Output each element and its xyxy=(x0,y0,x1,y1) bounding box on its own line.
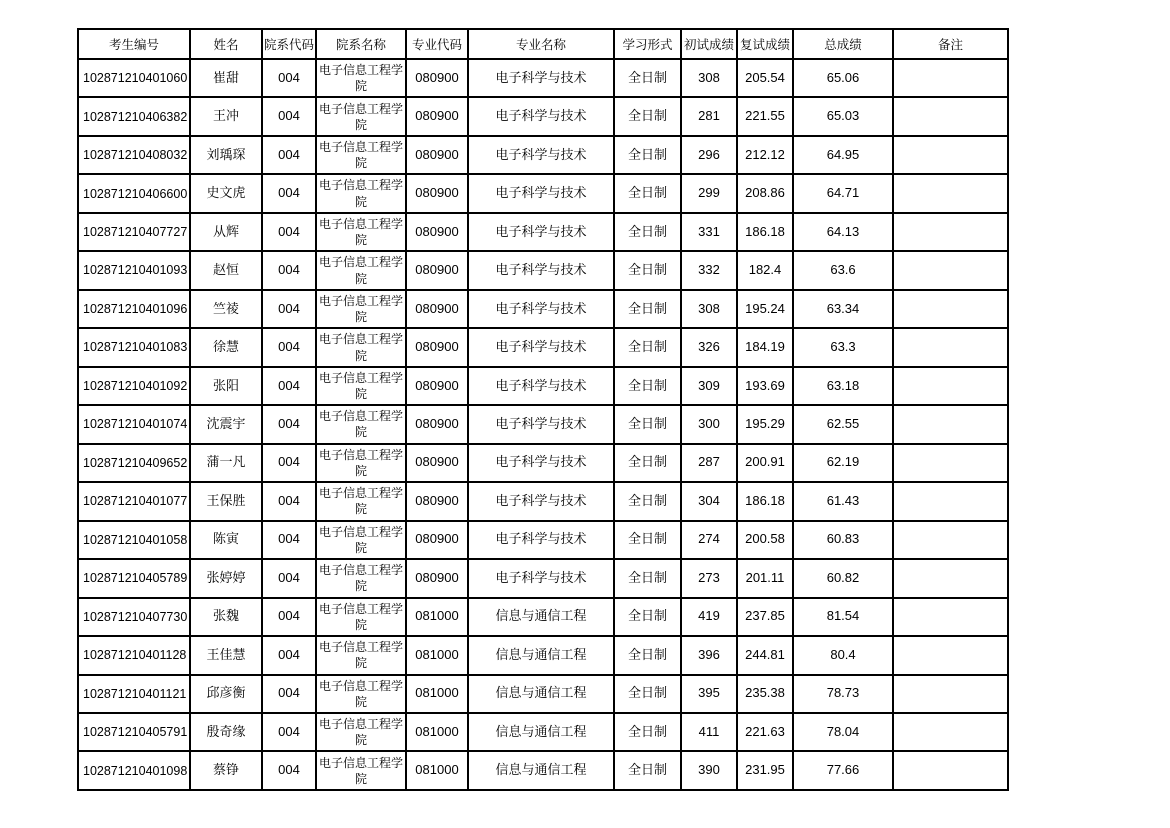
column-header-initial-score: 初试成绩 xyxy=(681,29,737,59)
table-cell-dept-name: 电子信息工程学院 xyxy=(316,521,406,559)
table-cell-study-form: 全日制 xyxy=(614,97,681,135)
table-cell-remarks xyxy=(893,136,1008,174)
table-cell-total-score: 61.43 xyxy=(793,482,893,520)
table-cell-remarks xyxy=(893,482,1008,520)
table-cell-name: 沈震宇 xyxy=(190,405,262,443)
table-cell-candidate-id: 102871210401058 xyxy=(78,521,190,559)
table-cell-major-name: 电子科学与技术 xyxy=(468,482,614,520)
table-cell-remarks xyxy=(893,405,1008,443)
table-cell-candidate-id: 102871210401128 xyxy=(78,636,190,674)
table-cell-total-score: 64.71 xyxy=(793,174,893,212)
table-cell-dept-name: 电子信息工程学院 xyxy=(316,636,406,674)
table-cell-major-code: 080900 xyxy=(406,251,468,289)
spreadsheet-page xyxy=(77,28,1009,791)
table-cell-dept-name: 电子信息工程学院 xyxy=(316,290,406,328)
table-cell-dept-code: 004 xyxy=(262,598,316,636)
table-cell-major-code: 081000 xyxy=(406,675,468,713)
table-cell-total-score: 81.54 xyxy=(793,598,893,636)
table-cell-study-form: 全日制 xyxy=(614,136,681,174)
table-cell-dept-name: 电子信息工程学院 xyxy=(316,136,406,174)
table-cell-name: 邱彦衡 xyxy=(190,675,262,713)
table-row xyxy=(78,559,1008,597)
table-cell-initial-score: 273 xyxy=(681,559,737,597)
table-cell-major-name: 电子科学与技术 xyxy=(468,251,614,289)
table-cell-dept-code: 004 xyxy=(262,405,316,443)
table-cell-dept-code: 004 xyxy=(262,559,316,597)
table-cell-study-form: 全日制 xyxy=(614,559,681,597)
table-cell-total-score: 80.4 xyxy=(793,636,893,674)
table-cell-candidate-id: 102871210407730 xyxy=(78,598,190,636)
table-cell-name: 蒲一凡 xyxy=(190,444,262,482)
table-cell-major-name: 电子科学与技术 xyxy=(468,59,614,97)
table-cell-total-score: 64.13 xyxy=(793,213,893,251)
table-row xyxy=(78,713,1008,751)
table-cell-study-form: 全日制 xyxy=(614,636,681,674)
table-row xyxy=(78,598,1008,636)
table-cell-dept-code: 004 xyxy=(262,290,316,328)
table-cell-major-code: 081000 xyxy=(406,598,468,636)
table-cell-study-form: 全日制 xyxy=(614,521,681,559)
table-cell-dept-name: 电子信息工程学院 xyxy=(316,328,406,366)
table-cell-study-form: 全日制 xyxy=(614,174,681,212)
table-cell-dept-name: 电子信息工程学院 xyxy=(316,598,406,636)
table-cell-name: 张魏 xyxy=(190,598,262,636)
table-row xyxy=(78,97,1008,135)
table-row xyxy=(78,136,1008,174)
table-cell-major-code: 080900 xyxy=(406,559,468,597)
table-cell-dept-name: 电子信息工程学院 xyxy=(316,713,406,751)
table-cell-remarks xyxy=(893,174,1008,212)
table-row xyxy=(78,405,1008,443)
table-cell-candidate-id: 102871210408032 xyxy=(78,136,190,174)
table-row xyxy=(78,367,1008,405)
column-header-major-name: 专业名称 xyxy=(468,29,614,59)
table-cell-major-name: 电子科学与技术 xyxy=(468,97,614,135)
table-cell-study-form: 全日制 xyxy=(614,675,681,713)
table-cell-initial-score: 300 xyxy=(681,405,737,443)
table-cell-retest-score: 212.12 xyxy=(737,136,793,174)
table-cell-major-name: 电子科学与技术 xyxy=(468,290,614,328)
table-cell-dept-code: 004 xyxy=(262,251,316,289)
table-row xyxy=(78,675,1008,713)
table-cell-total-score: 60.82 xyxy=(793,559,893,597)
table-cell-major-name: 电子科学与技术 xyxy=(468,213,614,251)
table-cell-name: 刘瑀琛 xyxy=(190,136,262,174)
table-cell-initial-score: 304 xyxy=(681,482,737,520)
table-cell-study-form: 全日制 xyxy=(614,405,681,443)
table-cell-name: 蔡铮 xyxy=(190,751,262,790)
table-cell-name: 王佳慧 xyxy=(190,636,262,674)
table-cell-candidate-id: 102871210401121 xyxy=(78,675,190,713)
table-cell-initial-score: 411 xyxy=(681,713,737,751)
table-cell-major-name: 电子科学与技术 xyxy=(468,444,614,482)
table-cell-dept-name: 电子信息工程学院 xyxy=(316,59,406,97)
table-row xyxy=(78,636,1008,674)
column-header-study-form: 学习形式 xyxy=(614,29,681,59)
table-cell-total-score: 65.03 xyxy=(793,97,893,135)
table-cell-candidate-id: 102871210401077 xyxy=(78,482,190,520)
table-cell-major-name: 信息与通信工程 xyxy=(468,751,614,790)
table-cell-initial-score: 395 xyxy=(681,675,737,713)
table-cell-major-code: 081000 xyxy=(406,713,468,751)
table-cell-major-name: 信息与通信工程 xyxy=(468,636,614,674)
table-cell-candidate-id: 102871210409652 xyxy=(78,444,190,482)
table-cell-name: 史文虎 xyxy=(190,174,262,212)
table-cell-study-form: 全日制 xyxy=(614,59,681,97)
table-cell-name: 赵恒 xyxy=(190,251,262,289)
table-cell-remarks xyxy=(893,97,1008,135)
table-cell-major-name: 电子科学与技术 xyxy=(468,328,614,366)
table-cell-initial-score: 287 xyxy=(681,444,737,482)
table-cell-total-score: 63.3 xyxy=(793,328,893,366)
table-cell-dept-code: 004 xyxy=(262,675,316,713)
table-row xyxy=(78,328,1008,366)
table-cell-retest-score: 200.91 xyxy=(737,444,793,482)
table-cell-total-score: 78.73 xyxy=(793,675,893,713)
admission-results-table xyxy=(77,28,1009,791)
table-cell-initial-score: 396 xyxy=(681,636,737,674)
table-cell-major-code: 081000 xyxy=(406,751,468,790)
table-cell-study-form: 全日制 xyxy=(614,213,681,251)
table-cell-total-score: 62.19 xyxy=(793,444,893,482)
table-cell-study-form: 全日制 xyxy=(614,598,681,636)
table-cell-retest-score: 201.11 xyxy=(737,559,793,597)
table-cell-retest-score: 231.95 xyxy=(737,751,793,790)
table-cell-major-code: 080900 xyxy=(406,444,468,482)
table-cell-name: 崔甜 xyxy=(190,59,262,97)
table-cell-dept-code: 004 xyxy=(262,482,316,520)
table-cell-total-score: 63.6 xyxy=(793,251,893,289)
table-cell-initial-score: 309 xyxy=(681,367,737,405)
table-cell-dept-name: 电子信息工程学院 xyxy=(316,174,406,212)
table-cell-remarks xyxy=(893,444,1008,482)
table-cell-candidate-id: 102871210406382 xyxy=(78,97,190,135)
table-row xyxy=(78,213,1008,251)
table-cell-study-form: 全日制 xyxy=(614,328,681,366)
column-header-major-code: 专业代码 xyxy=(406,29,468,59)
table-cell-total-score: 60.83 xyxy=(793,521,893,559)
table-cell-total-score: 64.95 xyxy=(793,136,893,174)
table-cell-dept-code: 004 xyxy=(262,636,316,674)
table-cell-remarks xyxy=(893,521,1008,559)
table-cell-major-name: 电子科学与技术 xyxy=(468,174,614,212)
table-cell-dept-code: 004 xyxy=(262,97,316,135)
table-cell-candidate-id: 102871210401083 xyxy=(78,328,190,366)
table-cell-candidate-id: 102871210401096 xyxy=(78,290,190,328)
table-row xyxy=(78,444,1008,482)
table-row xyxy=(78,174,1008,212)
table-cell-retest-score: 186.18 xyxy=(737,213,793,251)
table-cell-major-code: 080900 xyxy=(406,367,468,405)
table-cell-candidate-id: 102871210401092 xyxy=(78,367,190,405)
table-body xyxy=(78,59,1008,790)
table-cell-remarks xyxy=(893,213,1008,251)
table-cell-initial-score: 299 xyxy=(681,174,737,212)
table-cell-major-code: 080900 xyxy=(406,136,468,174)
table-cell-initial-score: 332 xyxy=(681,251,737,289)
table-cell-retest-score: 221.55 xyxy=(737,97,793,135)
table-cell-dept-name: 电子信息工程学院 xyxy=(316,444,406,482)
table-cell-remarks xyxy=(893,713,1008,751)
table-cell-dept-code: 004 xyxy=(262,174,316,212)
table-cell-candidate-id: 102871210401074 xyxy=(78,405,190,443)
table-cell-retest-score: 193.69 xyxy=(737,367,793,405)
table-cell-major-name: 电子科学与技术 xyxy=(468,405,614,443)
table-cell-dept-name: 电子信息工程学院 xyxy=(316,97,406,135)
table-cell-total-score: 63.34 xyxy=(793,290,893,328)
table-cell-name: 殷奇缘 xyxy=(190,713,262,751)
table-cell-initial-score: 390 xyxy=(681,751,737,790)
table-cell-remarks xyxy=(893,328,1008,366)
table-cell-retest-score: 195.24 xyxy=(737,290,793,328)
table-row xyxy=(78,59,1008,97)
table-cell-initial-score: 274 xyxy=(681,521,737,559)
table-cell-total-score: 78.04 xyxy=(793,713,893,751)
table-cell-remarks xyxy=(893,290,1008,328)
table-cell-dept-code: 004 xyxy=(262,59,316,97)
table-cell-initial-score: 281 xyxy=(681,97,737,135)
table-cell-dept-code: 004 xyxy=(262,136,316,174)
table-cell-initial-score: 326 xyxy=(681,328,737,366)
table-cell-dept-name: 电子信息工程学院 xyxy=(316,675,406,713)
table-cell-total-score: 63.18 xyxy=(793,367,893,405)
column-header-candidate-id: 考生编号 xyxy=(78,29,190,59)
column-header-dept-name: 院系名称 xyxy=(316,29,406,59)
table-cell-remarks xyxy=(893,367,1008,405)
table-cell-major-code: 080900 xyxy=(406,97,468,135)
column-header-remarks: 备注 xyxy=(893,29,1008,59)
table-cell-major-name: 信息与通信工程 xyxy=(468,713,614,751)
table-cell-dept-code: 004 xyxy=(262,751,316,790)
table-cell-major-code: 080900 xyxy=(406,59,468,97)
table-row xyxy=(78,751,1008,790)
table-cell-major-code: 080900 xyxy=(406,521,468,559)
table-cell-major-code: 080900 xyxy=(406,174,468,212)
table-cell-study-form: 全日制 xyxy=(614,482,681,520)
table-cell-dept-code: 004 xyxy=(262,713,316,751)
table-cell-initial-score: 308 xyxy=(681,59,737,97)
table-cell-study-form: 全日制 xyxy=(614,367,681,405)
table-cell-dept-code: 004 xyxy=(262,328,316,366)
table-cell-remarks xyxy=(893,59,1008,97)
table-cell-retest-score: 195.29 xyxy=(737,405,793,443)
table-cell-major-name: 信息与通信工程 xyxy=(468,598,614,636)
column-header-dept-code: 院系代码 xyxy=(262,29,316,59)
table-cell-dept-name: 电子信息工程学院 xyxy=(316,751,406,790)
table-cell-total-score: 77.66 xyxy=(793,751,893,790)
column-header-total-score: 总成绩 xyxy=(793,29,893,59)
table-cell-retest-score: 186.18 xyxy=(737,482,793,520)
table-row xyxy=(78,482,1008,520)
table-cell-retest-score: 221.63 xyxy=(737,713,793,751)
table-cell-dept-code: 004 xyxy=(262,444,316,482)
table-cell-retest-score: 182.4 xyxy=(737,251,793,289)
table-cell-remarks xyxy=(893,559,1008,597)
table-cell-retest-score: 244.81 xyxy=(737,636,793,674)
table-cell-major-code: 080900 xyxy=(406,213,468,251)
table-cell-dept-name: 电子信息工程学院 xyxy=(316,405,406,443)
table-cell-dept-code: 004 xyxy=(262,367,316,405)
table-cell-remarks xyxy=(893,636,1008,674)
table-cell-study-form: 全日制 xyxy=(614,444,681,482)
table-cell-dept-name: 电子信息工程学院 xyxy=(316,213,406,251)
table-cell-candidate-id: 102871210406600 xyxy=(78,174,190,212)
table-cell-dept-name: 电子信息工程学院 xyxy=(316,559,406,597)
table-cell-retest-score: 235.38 xyxy=(737,675,793,713)
table-cell-major-code: 080900 xyxy=(406,405,468,443)
table-cell-dept-code: 004 xyxy=(262,213,316,251)
table-cell-candidate-id: 102871210405791 xyxy=(78,713,190,751)
column-header-name: 姓名 xyxy=(190,29,262,59)
table-cell-retest-score: 208.86 xyxy=(737,174,793,212)
table-cell-name: 张阳 xyxy=(190,367,262,405)
table-cell-total-score: 62.55 xyxy=(793,405,893,443)
table-cell-major-code: 081000 xyxy=(406,636,468,674)
table-cell-study-form: 全日制 xyxy=(614,251,681,289)
table-cell-candidate-id: 102871210401098 xyxy=(78,751,190,790)
table-cell-major-code: 080900 xyxy=(406,328,468,366)
table-cell-dept-name: 电子信息工程学院 xyxy=(316,367,406,405)
table-cell-remarks xyxy=(893,675,1008,713)
table-cell-candidate-id: 102871210401093 xyxy=(78,251,190,289)
table-row xyxy=(78,521,1008,559)
table-cell-initial-score: 308 xyxy=(681,290,737,328)
table-cell-remarks xyxy=(893,751,1008,790)
table-cell-remarks xyxy=(893,598,1008,636)
table-cell-name: 陈寅 xyxy=(190,521,262,559)
header-row xyxy=(78,29,1008,59)
table-cell-total-score: 65.06 xyxy=(793,59,893,97)
table-cell-name: 张婷婷 xyxy=(190,559,262,597)
table-cell-candidate-id: 102871210407727 xyxy=(78,213,190,251)
table-cell-name: 徐慧 xyxy=(190,328,262,366)
table-row xyxy=(78,290,1008,328)
table-cell-initial-score: 331 xyxy=(681,213,737,251)
table-cell-remarks xyxy=(893,251,1008,289)
column-header-retest-score: 复试成绩 xyxy=(737,29,793,59)
table-cell-initial-score: 296 xyxy=(681,136,737,174)
table-cell-major-name: 信息与通信工程 xyxy=(468,675,614,713)
table-cell-major-name: 电子科学与技术 xyxy=(468,136,614,174)
table-cell-retest-score: 200.58 xyxy=(737,521,793,559)
table-cell-study-form: 全日制 xyxy=(614,751,681,790)
table-cell-major-name: 电子科学与技术 xyxy=(468,521,614,559)
table-cell-name: 竺祾 xyxy=(190,290,262,328)
table-cell-candidate-id: 102871210405789 xyxy=(78,559,190,597)
table-cell-dept-name: 电子信息工程学院 xyxy=(316,251,406,289)
table-cell-name: 王保胜 xyxy=(190,482,262,520)
table-cell-study-form: 全日制 xyxy=(614,290,681,328)
table-row xyxy=(78,251,1008,289)
table-cell-name: 王冲 xyxy=(190,97,262,135)
table-cell-initial-score: 419 xyxy=(681,598,737,636)
table-cell-name: 从辉 xyxy=(190,213,262,251)
table-cell-candidate-id: 102871210401060 xyxy=(78,59,190,97)
table-cell-study-form: 全日制 xyxy=(614,713,681,751)
table-cell-retest-score: 184.19 xyxy=(737,328,793,366)
table-cell-major-code: 080900 xyxy=(406,290,468,328)
table-cell-dept-code: 004 xyxy=(262,521,316,559)
table-cell-major-name: 电子科学与技术 xyxy=(468,367,614,405)
table-cell-retest-score: 237.85 xyxy=(737,598,793,636)
table-cell-retest-score: 205.54 xyxy=(737,59,793,97)
table-cell-major-name: 电子科学与技术 xyxy=(468,559,614,597)
table-cell-dept-name: 电子信息工程学院 xyxy=(316,482,406,520)
table-cell-major-code: 080900 xyxy=(406,482,468,520)
